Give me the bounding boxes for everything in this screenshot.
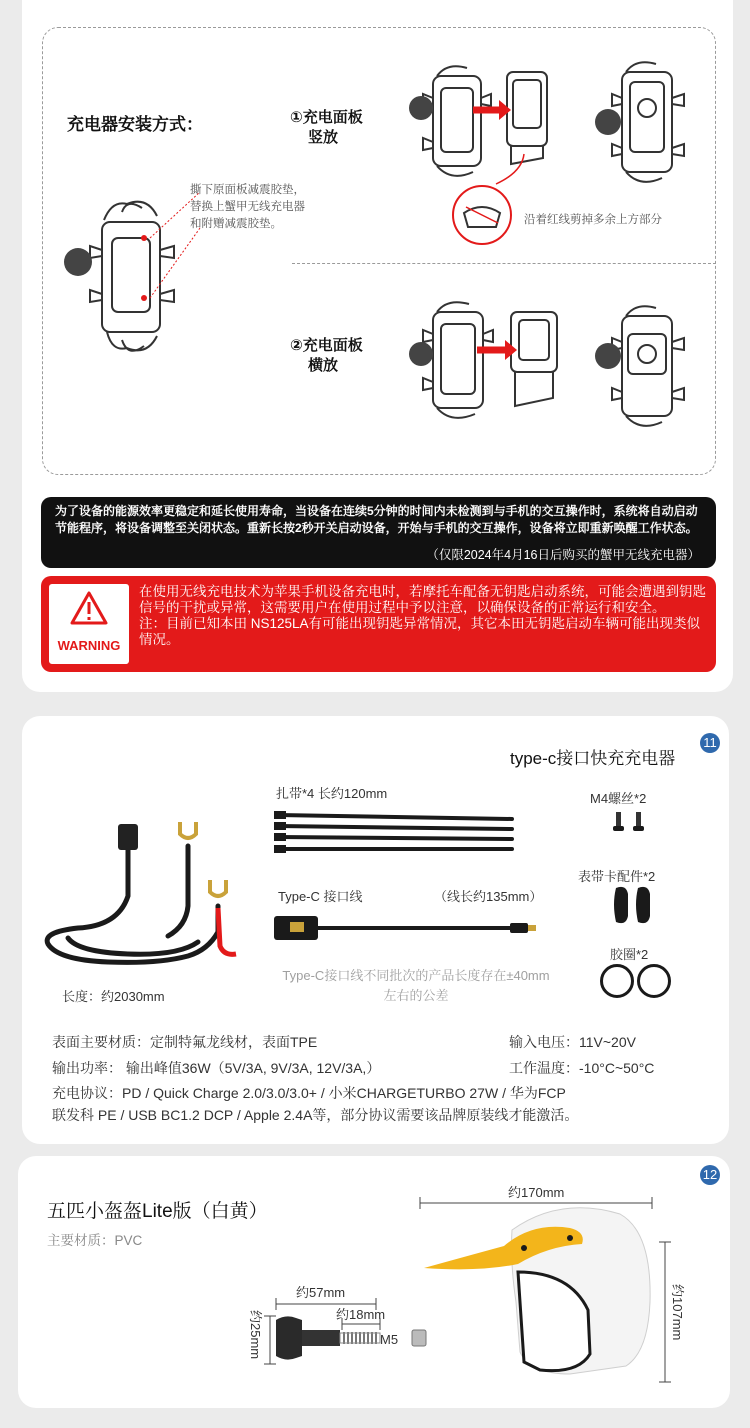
item-number-badge: 12 xyxy=(700,1165,720,1185)
screws-label: M4螺丝*2 xyxy=(590,791,647,806)
cable-length: 长度：约2030mm xyxy=(62,989,165,1004)
bolt-length-label: 约57mm xyxy=(296,1285,346,1300)
tolerance-line: 左右的公差 xyxy=(383,988,449,1003)
warning-icon xyxy=(69,590,109,626)
warning-text: 在使用无线充电技术为苹果手机设备充电时，若摩托车配备无钥匙启动系统，可能会遭遇到钥匙信号的干扰或异常，这需要用户在使用过程中予以注意，以确保设备的正常运行和安全。 xyxy=(139,584,706,615)
spec-protocol xyxy=(52,1082,578,1126)
warning-text-block xyxy=(139,584,711,648)
mount-vertical-result xyxy=(592,58,702,198)
helmet-material: 主要材质：PVC xyxy=(47,1233,143,1248)
cut-note: 沿着红线剪掉多余上方部分 xyxy=(524,214,662,226)
warning-badge-label: WARNING xyxy=(57,638,121,653)
install-title: 充电器安装方式： xyxy=(67,115,203,134)
thread-length-label: 约18mm xyxy=(336,1307,386,1322)
mode-label-line: 横放 xyxy=(308,357,339,374)
helmet-title: 五匹小盔盔Lite版（白黄） xyxy=(47,1201,268,1222)
warning-badge xyxy=(49,584,129,664)
mode-horizontal-label xyxy=(290,336,363,376)
energy-notice-text: 为了设备的能源效率更稳定和延长使用寿命，当设备在连续5分钟的时间内未检测到与手机的交互操作时，系统将自动启动节能程序，将设备调整至关闭状态。重新长按2秒开关启动设备，开始与手机的交互操作，设备将立即重新唤醒工作状态。 xyxy=(55,504,698,535)
cut-pointer-line xyxy=(492,152,532,186)
typec-length: （线长约135mm） xyxy=(434,889,543,904)
energy-notice-footnote: （仅限2024年4月16日后购买的蟹甲无线充电器） xyxy=(426,548,700,562)
rings-label: 胶圈*2 xyxy=(610,947,649,962)
spec-power: 输出功率： 输出峰值36W（5V/3A, 9V/3A, 12V/3A,） xyxy=(52,1060,381,1076)
warning-box xyxy=(41,576,716,672)
protocol-line: 充电协议：PD / Quick Charge 2.0/3.0/3.0+ / 小米CHARGETURBO 27W / 华为FCP xyxy=(52,1085,566,1101)
tolerance-line: Type-C接口线不同批次的产品长度存在±40mm xyxy=(282,968,550,983)
cable-ties-label: 扎带*4 长约120mm xyxy=(276,786,388,801)
cut-detail-icon xyxy=(450,183,514,247)
charger-cable-image xyxy=(38,816,248,986)
helmet-height-label: 约107mm xyxy=(670,1284,685,1341)
helmet-width-label: 约170mm xyxy=(508,1185,565,1200)
mount-vertical-step1 xyxy=(407,62,557,192)
typec-label: Type-C 接口线 xyxy=(278,889,363,904)
clip-image xyxy=(610,884,656,926)
mode-divider xyxy=(292,263,716,264)
cable-ties-image xyxy=(274,811,516,855)
spec-material: 表面主要材质：定制特氟龙线材，表面TPE xyxy=(52,1034,318,1050)
side-note-line: 替换上蟹甲无线充电器 xyxy=(190,201,305,213)
charger-title: type-c接口快充充电器 xyxy=(510,749,676,768)
side-note-line: 撕下原面板减震胶垫， xyxy=(190,184,305,196)
install-card xyxy=(22,0,733,692)
clip-label: 表带卡配件*2 xyxy=(578,869,656,884)
thread-size-label: M5 xyxy=(380,1332,399,1347)
mount-horizontal-step1 xyxy=(407,298,567,438)
mode-label-line: ①充电面板 xyxy=(290,109,363,126)
protocol-line: 联发科 PE / USB BC1.2 DCP / Apple 2.4A等，部分协议需要该品牌原装线才能激活。 xyxy=(52,1107,579,1123)
mode-vertical-label xyxy=(290,108,363,148)
spec-input: 输入电压：11V~20V xyxy=(509,1034,636,1050)
mode-label-line: 竖放 xyxy=(308,129,339,146)
screws-image xyxy=(610,810,650,834)
bolt-image xyxy=(272,1310,432,1366)
typec-tolerance-note xyxy=(272,966,560,1006)
mode-label-line: ②充电面板 xyxy=(290,337,363,354)
helmet-card xyxy=(18,1156,730,1408)
helmet-image xyxy=(420,1202,658,1382)
warning-note: 注：目前已知本田 NS125LA有可能出现钥匙异常情况，其它本田无钥匙启动车辆可能出现类似情况。 xyxy=(139,616,701,647)
typec-cable-image xyxy=(272,912,542,944)
rings-image xyxy=(599,962,673,1000)
charger-card xyxy=(22,716,729,1144)
spec-temp: 工作温度：-10°C~50°C xyxy=(509,1060,655,1076)
item-number-badge: 11 xyxy=(700,733,720,753)
side-note xyxy=(190,182,305,233)
side-note-line: 和附赠减震胶垫。 xyxy=(190,218,282,230)
energy-notice xyxy=(41,497,716,568)
knob-height-label: 约25mm xyxy=(248,1310,263,1360)
mount-horizontal-result xyxy=(592,298,702,438)
mount-illustration-left xyxy=(52,190,202,370)
